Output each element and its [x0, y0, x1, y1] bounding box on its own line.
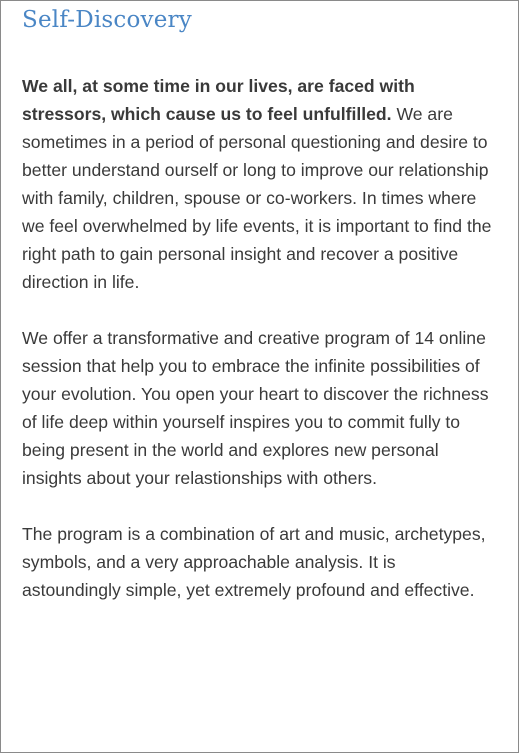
paragraph-program-offer: We offer a transformative and creative program of 14 online session that help you to embrace the infinite possibilities of your evolution. You open your heart to discover the richness of life deep within yourself inspires you to commit fully to being present in the world and explores new personal insights about your relastionships with others. — [22, 328, 489, 488]
paragraph-intro — [22, 72, 498, 296]
intro-body-text: We are sometimes in a period of personal questioning and desire to better understand ourself or long to improve our relationship with family, children, spouse or co-workers. In times where we feel overwhelmed by life events, it is important to find the right path to gain personal insight and recover a positive direction in life. — [22, 104, 492, 292]
paragraph-program-summary: The program is a combination of art and music, archetypes, symbols, and a very approachable analysis. It is astoundingly simple, yet extremely profound and effective. — [22, 524, 486, 600]
section-title: Self-Discovery — [22, 7, 192, 33]
intro-lead-text: We all, at some time in our lives, are faced with stressors, which cause us to feel unfulfilled. — [22, 76, 415, 124]
